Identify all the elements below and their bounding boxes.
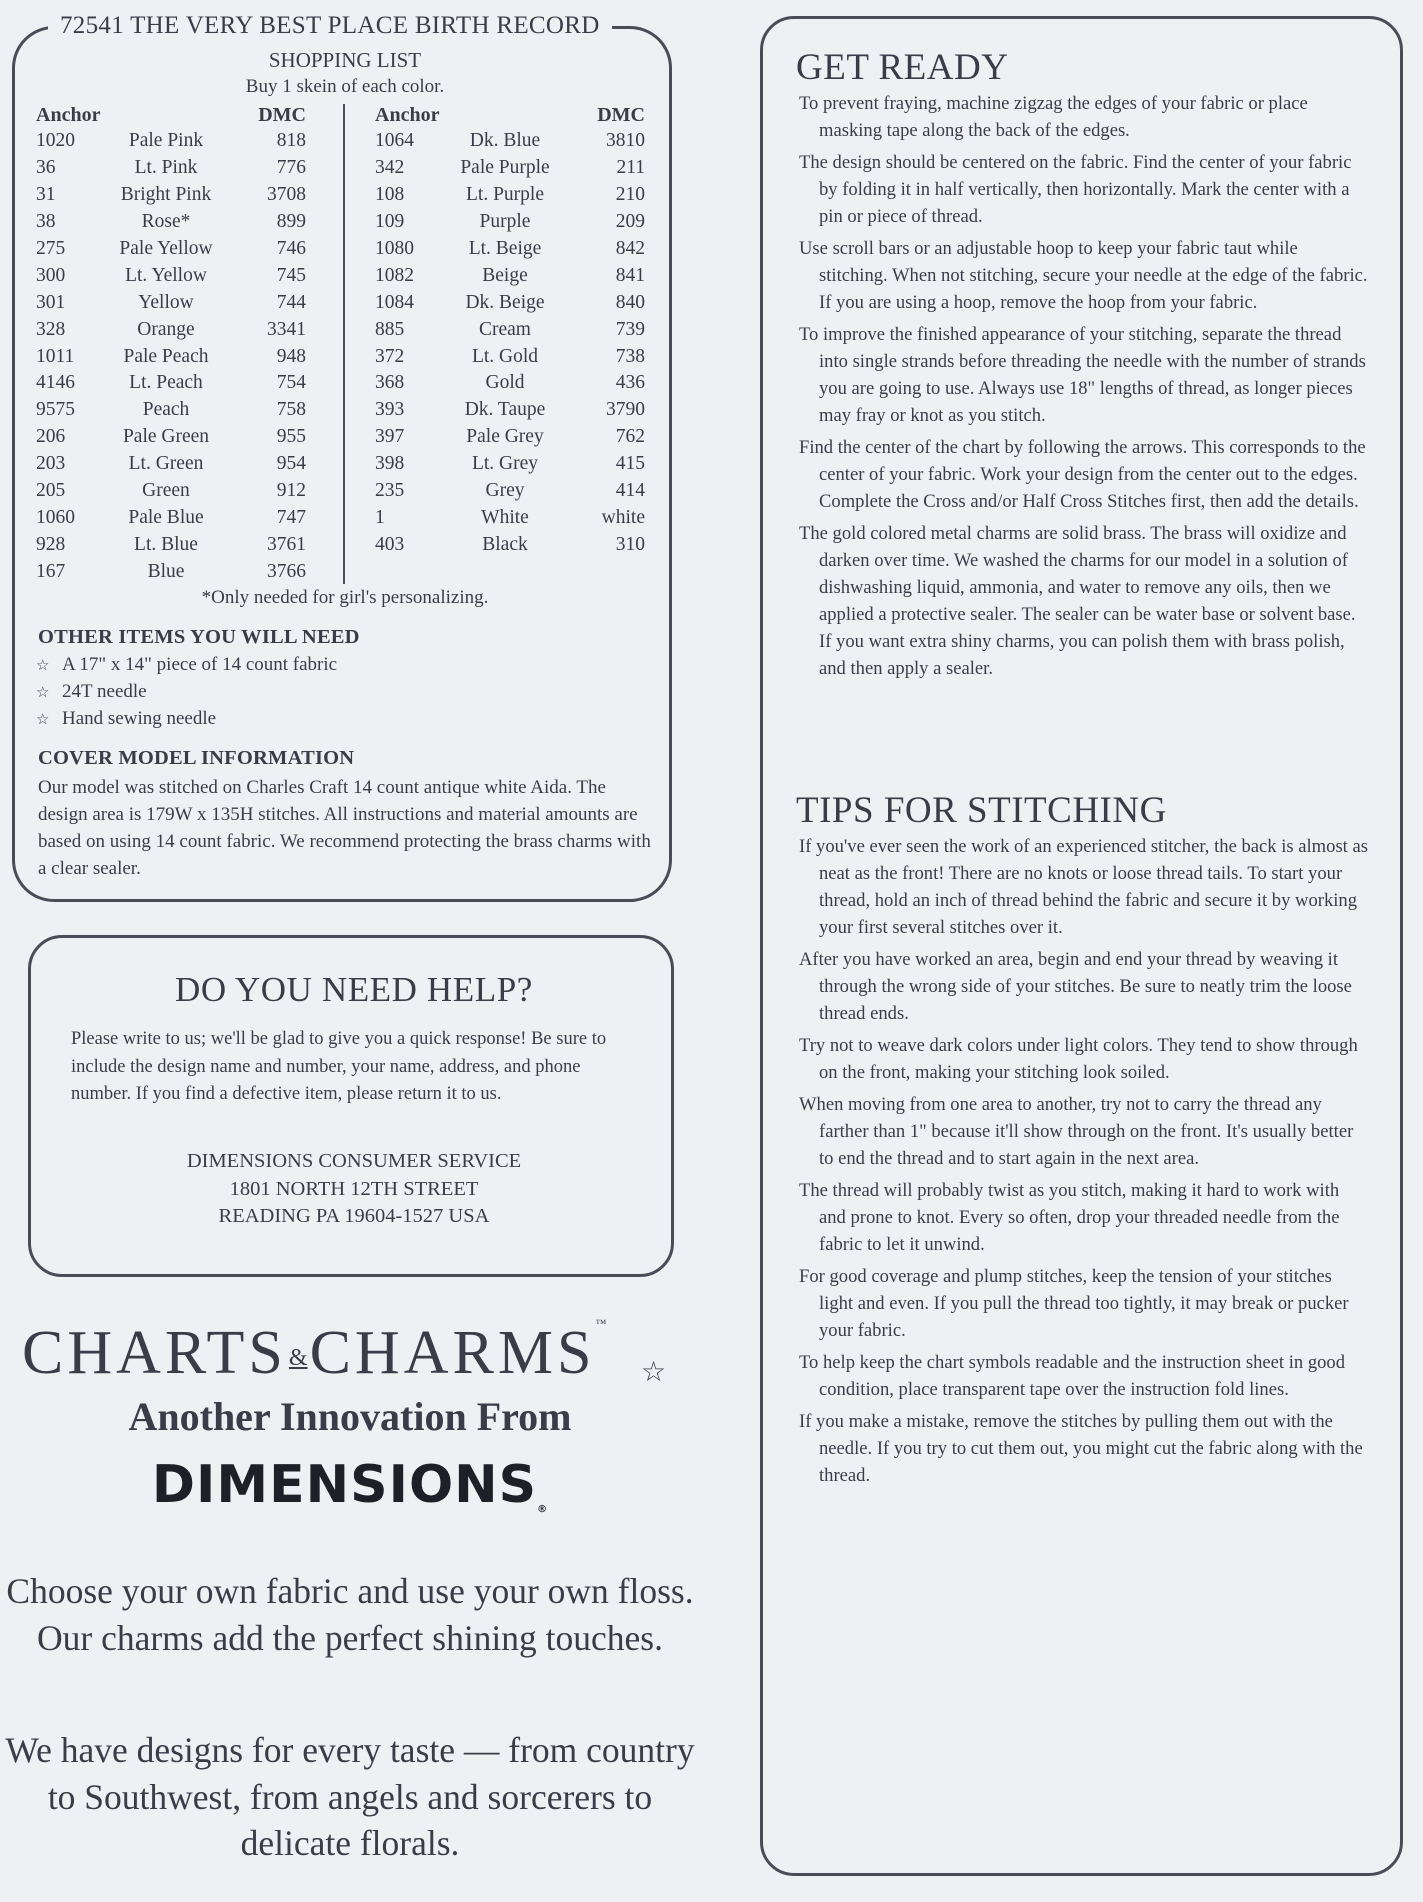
- promo-text-fabric: Choose your own fabric and use your own floss. Our charms add the perfect shining touches.: [6, 1571, 694, 1658]
- table-row: [36, 478, 306, 505]
- color-name: Lt. Purple: [466, 184, 544, 206]
- dmc-number: 210: [615, 184, 645, 206]
- color-name: Purple: [479, 211, 531, 233]
- anchor-number: 205: [36, 480, 66, 502]
- table-row: [36, 209, 306, 236]
- color-name: Lt. Beige: [468, 238, 542, 259]
- table-row: [36, 504, 306, 531]
- dmc-number: 758: [276, 399, 306, 421]
- floss-table-left: [36, 102, 306, 585]
- anchor-number: 398: [375, 453, 405, 475]
- dmc-number: 948: [276, 345, 306, 367]
- anchor-number: 397: [375, 426, 405, 448]
- instruction-paragraph: To improve the finished appearance of your stitching, separate the thread into single strands before threading the needle with the number of strands you are going to use. Always use 18" lengths of thread, as longer pieces may fray or knot as you stitch.: [799, 324, 1366, 426]
- table-row: [375, 370, 645, 397]
- color-name: Rose*: [141, 211, 191, 233]
- dmc-number: 776: [276, 157, 306, 179]
- table-row: [36, 531, 306, 558]
- color-name: Peach: [142, 399, 190, 421]
- color-name: Dk. Taupe: [464, 399, 546, 421]
- instruction-paragraph: Try not to weave dark colors under light colors. They tend to show through on the front, making your stitching look soiled.: [799, 1035, 1358, 1083]
- dmc-header: DMC: [258, 103, 306, 126]
- dmc-number: 3766: [267, 560, 306, 582]
- dmc-number: 762: [615, 426, 645, 448]
- dmc-number: 899: [276, 211, 306, 233]
- table-row: [36, 558, 306, 585]
- anchor-number: 1082: [375, 264, 414, 286]
- anchor-number: 1060: [36, 506, 75, 528]
- color-name: Grey: [485, 480, 525, 502]
- instruction-paragraph: To help keep the chart symbols readable and the instruction sheet in good condition, place transparent tape over the instruction fold lines.: [799, 1352, 1346, 1400]
- dmc-number: 739: [615, 318, 645, 340]
- color-name: Green: [142, 480, 190, 502]
- table-row: [375, 182, 645, 209]
- anchor-number: 928: [36, 533, 66, 555]
- color-name: Yellow: [138, 291, 194, 313]
- instruction-paragraph: If you make a mistake, remove the stitches by pulling them out with the needle. If you try to cut them out, you might cut the fabric along with the thread.: [799, 1411, 1363, 1486]
- dmc-number: 747: [276, 506, 306, 528]
- table-row: [36, 182, 306, 209]
- list-item: ☆ Hand sewing needle: [36, 708, 217, 729]
- instruction-paragraph: To prevent fraying, machine zigzag the edges of your fabric or place masking tape along the back of the edges.: [799, 93, 1308, 141]
- instruction-paragraph: Find the center of the chart by following the arrows. This corresponds to the center of your fabric. Work your design from the center out to the edges. Complete the Cross and/or Half Cross Stitches first, then add the details.: [799, 437, 1366, 512]
- instruction-paragraph: For good coverage and plump stitches, keep the tension of your stitches light and even. If you pull the thread too tightly, it may break or pucker your fabric.: [799, 1266, 1349, 1341]
- anchor-number: 38: [36, 211, 56, 233]
- dimensions-logo: DIMENSIONS®: [151, 1455, 549, 1515]
- table-row: [36, 155, 306, 182]
- anchor-number: 108: [375, 184, 405, 206]
- dmc-number: 209: [615, 211, 645, 233]
- anchor-header: Anchor: [36, 103, 101, 126]
- color-name: Lt. Grey: [471, 453, 539, 475]
- table-row: [375, 262, 645, 289]
- anchor-number: 328: [36, 318, 66, 340]
- dmc-number: 738: [615, 345, 645, 367]
- help-title: DO YOU NEED HELP?: [175, 970, 533, 1009]
- color-name: Dk. Beige: [465, 291, 545, 313]
- table-row: [375, 155, 645, 182]
- address-line: READING PA 19604-1527 USA: [218, 1205, 490, 1227]
- floss-table-right: [375, 102, 645, 558]
- dmc-number: 842: [615, 238, 645, 259]
- dmc-number: 841: [615, 264, 645, 286]
- charts-and-charms-logo: CHARTS&CHARMS™: [22, 1318, 607, 1387]
- table-row: [375, 128, 645, 155]
- other-items-title: OTHER ITEMS YOU WILL NEED: [38, 626, 360, 648]
- color-name: Pale Pink: [128, 130, 204, 152]
- address-line: 1801 NORTH 12TH STREET: [229, 1177, 479, 1200]
- dmc-number: 3708: [267, 184, 306, 206]
- color-name: Pale Purple: [460, 157, 550, 179]
- color-name: Gold: [485, 372, 525, 394]
- dmc-header: DMC: [597, 103, 645, 126]
- dmc-number: 3810: [606, 130, 645, 152]
- shopping-list-heading: SHOPPING LIST: [268, 48, 422, 72]
- anchor-number: 203: [36, 453, 66, 475]
- instruction-paragraph: Use scroll bars or an adjustable hoop to keep your fabric taut while stitching. When not stitching, secure your needle at the edge of the fabric. If you are using a hoop, remove the hoop from your fabric.: [799, 238, 1368, 313]
- color-name: Black: [482, 533, 528, 555]
- dmc-number: 3761: [267, 533, 306, 555]
- instruction-paragraph: If you've ever seen the work of an experienced stitcher, the back is almost as neat as the front! There are no knots or loose thread tails. To start your thread, hold an inch of thread behind the fabric and secure it by working your first several stitches over it.: [799, 836, 1368, 938]
- anchor-number: 300: [36, 264, 66, 286]
- tips-section: [799, 833, 1369, 1494]
- color-name: Lt. Blue: [134, 533, 198, 555]
- star-icon: ☆: [36, 683, 50, 701]
- anchor-number: 109: [375, 211, 405, 233]
- anchor-number: 4146: [36, 372, 75, 394]
- instruction-paragraph: The design should be centered on the fabric. Find the center of your fabric by folding it in half vertically, then horizontally. Mark the center with a pin or piece of thread.: [799, 152, 1352, 227]
- instruction-paragraph: The gold colored metal charms are solid brass. The brass will oxidize and darken over time. We washed the charms for our model in a solution of dishwashing liquid, ammonia, and water to remove any oils, then we applied a protective sealer. The sealer can be water base or solvent base. If you want extra shiny charms, you can polish them with brass polish, and then apply a sealer.: [799, 523, 1356, 679]
- dmc-number: white: [601, 506, 645, 528]
- dmc-number: 415: [615, 453, 645, 475]
- brand-tagline: Another Innovation From: [128, 1394, 572, 1439]
- table-row: [36, 236, 306, 263]
- dmc-number: 310: [615, 533, 645, 555]
- anchor-number: 235: [375, 480, 405, 502]
- dmc-number: 754: [276, 372, 306, 394]
- table-row: [36, 262, 306, 289]
- dmc-number: 745: [276, 264, 306, 286]
- table-row: [36, 397, 306, 424]
- dmc-number: 414: [615, 480, 645, 502]
- color-name: Cream: [479, 318, 531, 340]
- anchor-number: 1080: [375, 238, 414, 259]
- color-name: Pale Peach: [123, 345, 209, 367]
- help-text: Please write to us; we'll be glad to give you a quick response! Be sure to include the design name and number, your name, address, and phone number. If you find a defective item, please return it to us.: [71, 1029, 607, 1104]
- anchor-number: 1064: [375, 130, 414, 152]
- star-icon: ☆: [36, 710, 50, 728]
- dmc-number: 818: [276, 130, 306, 152]
- dmc-number: 840: [615, 291, 645, 313]
- table-row: [375, 316, 645, 343]
- color-name: Lt. Green: [128, 453, 204, 475]
- color-name: Beige: [482, 264, 528, 286]
- personalizing-footnote: *Only needed for girl's personalizing.: [201, 587, 489, 608]
- cover-model-text: Our model was stitched on Charles Craft 14 count antique white Aida. The design area is 179W x 135H stitches. All instructions and material amounts are based on using 14 count fabric. We recommend protecting the brass charms with a clear sealer.: [38, 777, 651, 879]
- promo-text-designs: We have designs for every taste — from country to Southwest, from angels and sorcerers to delicate florals.: [5, 1730, 695, 1863]
- shopping-list-box-title: 72541 THE VERY BEST PLACE BIRTH RECORD: [48, 12, 612, 40]
- table-row: [36, 316, 306, 343]
- table-row: [375, 504, 645, 531]
- consumer-service-address: [31, 1148, 677, 1231]
- dmc-number: 3341: [267, 318, 306, 340]
- dmc-number: 211: [616, 157, 645, 179]
- dmc-number: 746: [276, 238, 306, 259]
- anchor-number: 1020: [36, 130, 75, 152]
- table-row: [36, 128, 306, 155]
- get-ready-section: [799, 90, 1369, 687]
- table-row: [375, 397, 645, 424]
- color-name: Bright Pink: [120, 184, 212, 206]
- instruction-paragraph: The thread will probably twist as you stitch, making it hard to work with and prone to knot. Every so often, drop your threaded needle from the fabric to let it unwind.: [799, 1180, 1340, 1255]
- table-row: [36, 370, 306, 397]
- address-line: DIMENSIONS CONSUMER SERVICE: [186, 1150, 522, 1172]
- anchor-number: 36: [36, 157, 56, 179]
- cover-model-title: COVER MODEL INFORMATION: [38, 747, 355, 769]
- list-item: ☆ 24T needle: [36, 681, 147, 702]
- color-name: Blue: [147, 560, 185, 582]
- anchor-number: 372: [375, 345, 405, 367]
- color-name: Lt. Gold: [471, 345, 539, 367]
- dmc-number: 912: [276, 480, 306, 502]
- dmc-number: 436: [615, 372, 645, 394]
- table-row: [375, 451, 645, 478]
- anchor-number: 368: [375, 372, 405, 394]
- star-icon: ☆: [641, 1355, 667, 1388]
- anchor-number: 206: [36, 426, 66, 448]
- anchor-number: 403: [375, 533, 405, 555]
- anchor-number: 301: [36, 291, 66, 313]
- color-name: Pale Yellow: [119, 238, 213, 259]
- anchor-number: 1011: [36, 345, 75, 367]
- color-name: White: [481, 506, 529, 528]
- other-items-list: [36, 654, 337, 735]
- table-row: [36, 451, 306, 478]
- instruction-paragraph: When moving from one area to another, try not to carry the thread any farther than 1" because it'll show through on the front. It's usually better to end the thread and to start again in the next area.: [799, 1094, 1354, 1169]
- help-box: [28, 935, 674, 1277]
- color-name: Dk. Blue: [469, 130, 541, 152]
- star-icon: ☆: [36, 656, 50, 674]
- color-name: Pale Grey: [466, 426, 544, 448]
- color-name: Lt. Yellow: [125, 264, 207, 286]
- table-row: [36, 424, 306, 451]
- table-row: [375, 343, 645, 370]
- column-divider: [343, 104, 345, 584]
- anchor-number: 9575: [36, 399, 75, 421]
- table-row: [375, 478, 645, 505]
- instruction-paragraph: After you have worked an area, begin and end your thread by weaving it through the wrong side of your stitches. Be sure to neatly trim the loose thread ends.: [799, 949, 1352, 1024]
- list-item: ☆ A 17" x 14" piece of 14 count fabric: [36, 654, 338, 675]
- color-name: Orange: [137, 318, 195, 340]
- get-ready-title: GET READY: [796, 47, 1009, 88]
- color-name: Pale Blue: [128, 506, 204, 528]
- table-row: [36, 289, 306, 316]
- dmc-number: 955: [276, 426, 306, 448]
- anchor-number: 1084: [375, 291, 414, 313]
- table-row: [375, 209, 645, 236]
- anchor-number: 885: [375, 318, 405, 340]
- table-row: [36, 343, 306, 370]
- anchor-number: 167: [36, 560, 66, 582]
- dmc-number: 3790: [606, 399, 645, 421]
- table-row: [375, 424, 645, 451]
- table-row: [375, 531, 645, 558]
- table-row: [375, 289, 645, 316]
- color-name: Pale Green: [122, 426, 210, 448]
- tips-title: TIPS FOR STITCHING: [796, 790, 1167, 831]
- color-name: Lt. Peach: [129, 372, 203, 394]
- anchor-number: 1: [375, 506, 385, 528]
- anchor-number: 31: [36, 184, 56, 206]
- anchor-number: 393: [375, 399, 405, 421]
- dmc-number: 954: [276, 453, 306, 475]
- shopping-list-subheading: Buy 1 skein of each color.: [245, 76, 445, 97]
- anchor-number: 275: [36, 238, 66, 259]
- table-row: [375, 236, 645, 263]
- anchor-number: 342: [375, 157, 405, 179]
- dmc-number: 744: [276, 291, 306, 313]
- anchor-header: Anchor: [375, 103, 440, 126]
- color-name: Lt. Pink: [134, 157, 198, 179]
